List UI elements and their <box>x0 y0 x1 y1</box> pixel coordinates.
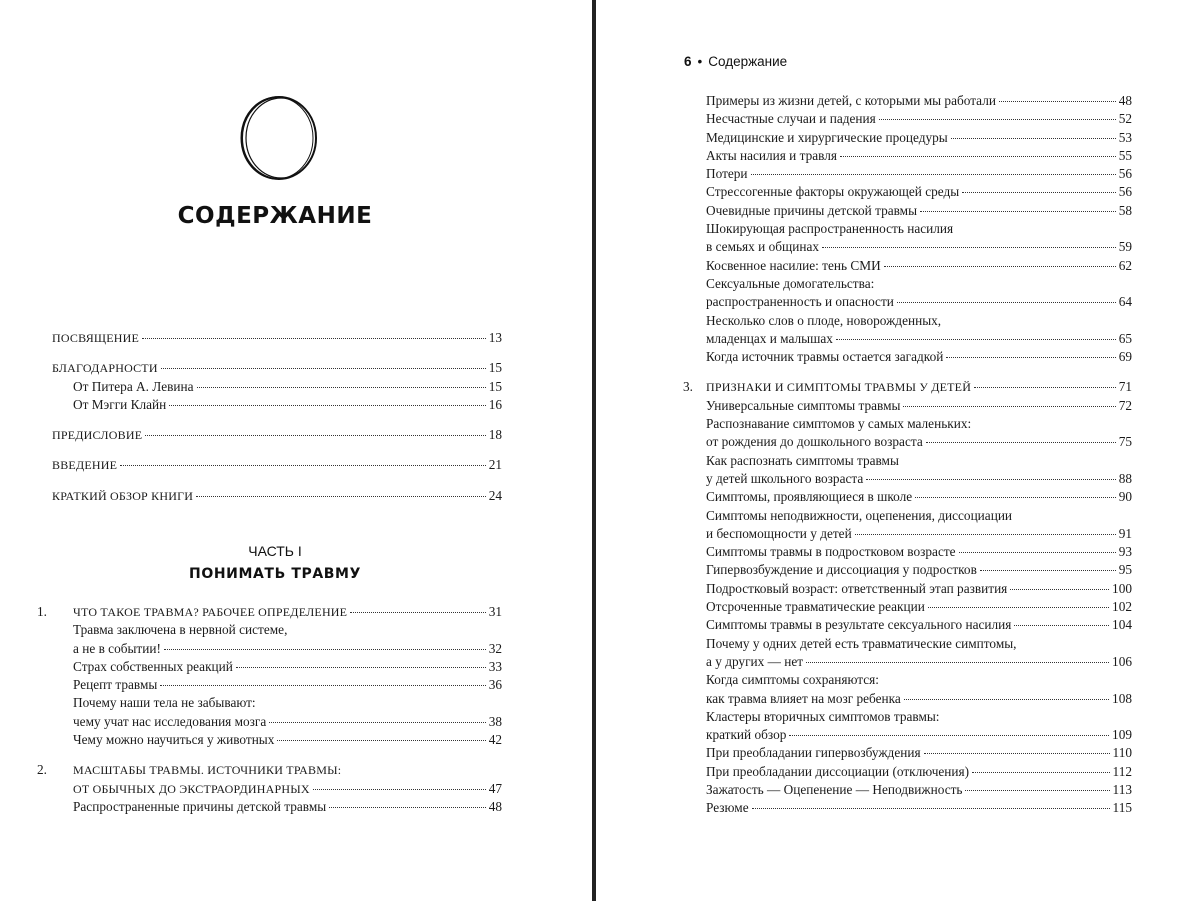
toc-entry: ПРЕДИСЛОВИЕ 18 <box>52 427 502 443</box>
right-page <box>597 0 1188 901</box>
toc-entry: Примеры из жизни детей, с которыми мы работали 48 <box>706 93 1132 108</box>
contents-title: СОДЕРЖАНИЕ <box>177 203 373 229</box>
toc-entry: Чему можно научиться у животных 42 <box>73 732 502 748</box>
toc-entry: Зажатость — Оцепенение — Неподвижность 113 <box>706 781 1132 797</box>
toc-entry: Косвенное насилие: тень СМИ 62 <box>706 257 1132 273</box>
toc-entry-line1: 2. МАСШТАБЫ ТРАВМЫ. ИСТОЧНИКИ ТРАВМЫ: <box>37 762 342 778</box>
toc-entry: Стрессогенные факторы окружающей среды 56 <box>706 184 1132 200</box>
chapters-list <box>37 603 502 816</box>
toc-entry: ПОСВЯЩЕНИЕ 13 <box>52 330 502 345</box>
toc-entry-line1: Когда симптомы сохраняются: <box>706 672 879 688</box>
toc-entry: При преобладании гипервозбуждения 110 <box>706 745 1132 761</box>
toc-entry: чему учат нас исследования мозга 38 <box>73 713 502 729</box>
toc-entry: Потери 56 <box>706 166 1132 182</box>
toc-entry: Подростковый возраст: ответственный этап развития 100 <box>706 580 1132 596</box>
separator: • <box>697 54 703 69</box>
toc-entry: у детей школьного возраста 88 <box>706 470 1132 486</box>
toc-entry: Рецепт травмы 36 <box>73 677 502 693</box>
toc-entry-line1: Как распознать симптомы травмы <box>706 452 899 468</box>
toc-entry-line1: Кластеры вторичных симптомов травмы: <box>706 708 940 724</box>
toc-entry-line1: Почему наши тела не забывают: <box>73 695 256 711</box>
toc-entry-line1: Сексуальные домогательства: <box>706 275 875 291</box>
toc-entry: Отсроченные травматические реакции 102 <box>706 599 1132 615</box>
contents-continued-list <box>683 92 1132 818</box>
book-spine <box>592 0 596 901</box>
toc-entry: Страх собственных реакций 33 <box>73 658 502 674</box>
toc-entry: ВВЕДЕНИЕ 21 <box>52 457 502 473</box>
toc-entry: Гипервозбуждение и диссоциация у подростков 95 <box>706 562 1132 578</box>
part-label: ЧАСТЬ I <box>248 543 302 559</box>
toc-entry: Акты насилия и травля 55 <box>706 147 1132 163</box>
toc-entry: От Мэгги Клайн 16 <box>73 396 502 412</box>
toc-entry: Симптомы, проявляющиеся в школе 90 <box>706 489 1132 505</box>
toc-entry: и беспомощности у детей 91 <box>706 525 1132 541</box>
toc-entry-line1: Почему у одних детей есть травматические симптомы, <box>706 635 1017 651</box>
toc-entry: распространенность и опасности 64 <box>706 294 1132 310</box>
running-title: Содержание <box>708 54 788 69</box>
toc-entry-line1: Распознавание симптомов у самых маленьких: <box>706 416 972 432</box>
toc-entry: 3. ПРИЗНАКИ И СИМПТОМЫ ТРАВМЫ У ДЕТЕЙ 71 <box>683 379 1132 395</box>
toc-entry: от рождения до дошкольного возраста 75 <box>706 434 1132 450</box>
toc-entry-line1: Травма заключена в нервной системе, <box>73 622 288 638</box>
toc-entry: КРАТКИЙ ОБЗОР КНИГИ 24 <box>52 487 502 503</box>
page-number: 6 <box>684 54 692 69</box>
toc-entry: Когда источник травмы остается загадкой 69 <box>706 349 1132 365</box>
toc-entry: Универсальные симптомы травмы 72 <box>706 397 1132 413</box>
toc-entry: а у других — нет 106 <box>706 653 1132 669</box>
toc-entry: как травма влияет на мозг ребенка 108 <box>706 690 1132 706</box>
toc-entry: Медицинские и хирургические процедуры 53 <box>706 129 1132 145</box>
toc-entry: Очевидные причины детской травмы 58 <box>706 202 1132 218</box>
front-matter-list <box>52 329 502 505</box>
toc-entry: При преобладании диссоциации (отключения) 112 <box>706 763 1132 779</box>
toc-entry: в семьях и общинах 59 <box>706 239 1132 255</box>
toc-entry-line1: Шокирующая распространенность насилия <box>706 221 954 237</box>
toc-entry: младенцах и малышах 65 <box>706 330 1132 346</box>
toc-entry-line1: Несколько слов о плоде, новорожденных, <box>706 312 942 328</box>
running-head <box>684 54 787 69</box>
toc-entry: Несчастные случаи и падения 52 <box>706 111 1132 127</box>
toc-entry: БЛАГОДАРНОСТИ 15 <box>52 360 502 376</box>
toc-entry-line1: Симптомы неподвижности, оцепенения, диссоциации <box>706 507 1013 523</box>
toc-entry: краткий обзор 109 <box>706 727 1132 743</box>
toc-entry: Симптомы травмы в результате сексуального насилия 104 <box>706 617 1132 633</box>
toc-entry: Резюме 115 <box>706 800 1132 816</box>
toc-entry: ОТ ОБЫЧНЫХ ДО ЭКСТРАОРДИНАРНЫХ 47 <box>73 780 502 796</box>
toc-entry: От Питера А. Левина 15 <box>73 378 502 394</box>
toc-entry: Распространенные причины детской травмы 48 <box>73 798 502 814</box>
toc-entry: 1. ЧТО ТАКОЕ ТРАВМА? РАБОЧЕЕ ОПРЕДЕЛЕНИЕ 31 <box>37 604 502 619</box>
toc-entry: а не в событии! 32 <box>73 640 502 656</box>
part-title: ПОНИМАТЬ ТРАВМУ <box>189 566 361 582</box>
toc-entry: Симптомы травмы в подростковом возрасте 93 <box>706 544 1132 560</box>
chapter-letter-o-ornament <box>236 93 322 183</box>
